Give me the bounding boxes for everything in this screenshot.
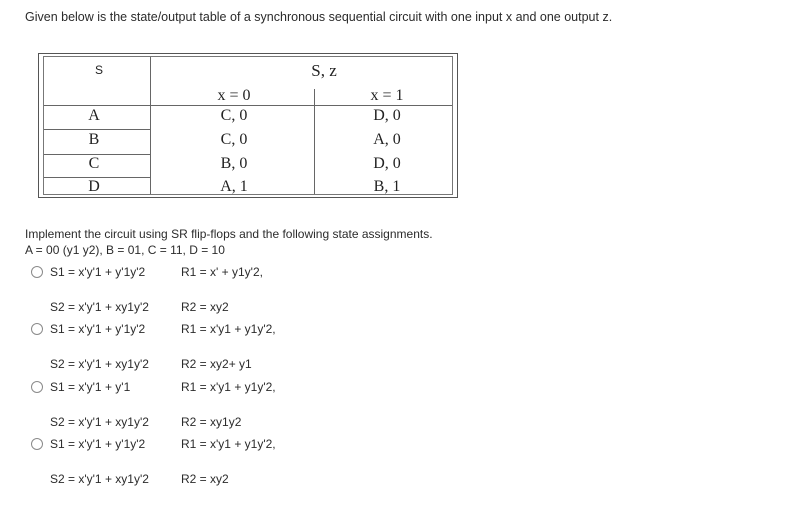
option-r2: R2 = xy1y2 xyxy=(181,415,242,429)
option-s2: S2 = x'y'1 + xy1y'2 xyxy=(50,415,149,429)
state-cell: D xyxy=(88,178,100,195)
option-s1: S1 = x'y'1 + y'1y'2 xyxy=(50,322,146,336)
state-output-table xyxy=(38,53,458,198)
next-state-x0: C, 0 xyxy=(220,107,248,124)
option-r2: R2 = xy2+ y1 xyxy=(181,357,252,371)
next-state-x1: A, 0 xyxy=(373,131,401,148)
state-cell: B xyxy=(88,131,100,148)
state-cell: A xyxy=(88,107,100,124)
next-state-x1: D, 0 xyxy=(373,155,401,172)
question-text: Given below is the state/output table of a synchronous sequential circuit with one input x and one output z. xyxy=(25,10,613,24)
option-r2: R2 = xy2 xyxy=(181,472,229,486)
header-state: S xyxy=(94,63,103,77)
option-r1: R1 = x'y1 + y1y'2, xyxy=(181,322,276,336)
radio-button[interactable] xyxy=(31,438,43,450)
table-col-divider xyxy=(150,57,151,194)
next-state-x1: D, 0 xyxy=(373,107,401,124)
option-s1: S1 = x'y'1 + y'1y'2 xyxy=(50,437,146,451)
next-state-x0: A, 1 xyxy=(220,178,248,195)
option-r1: R1 = x'y1 + y1y'2, xyxy=(181,437,276,451)
header-next-state-output: S, z xyxy=(311,61,337,80)
option-s1: S1 = x'y'1 + y'1 xyxy=(50,380,131,394)
table-row-divider xyxy=(44,105,452,106)
next-state-x0: B, 0 xyxy=(220,155,248,172)
option-s2: S2 = x'y'1 + xy1y'2 xyxy=(50,300,149,314)
next-state-x0: C, 0 xyxy=(220,131,248,148)
header-x1: x = 1 xyxy=(370,87,404,104)
header-x0: x = 0 xyxy=(217,87,251,104)
next-state-x1: B, 1 xyxy=(373,178,401,195)
instruction-text: Implement the circuit using SR flip-flops and the following state assignments. xyxy=(25,227,433,241)
table-row-divider xyxy=(44,129,150,130)
state-assignment-text: A = 00 (y1 y2), B = 01, C = 11, D = 10 xyxy=(25,243,225,257)
radio-button[interactable] xyxy=(31,381,43,393)
table-inner-border xyxy=(43,56,453,195)
option-r1: R1 = x'y1 + y1y'2, xyxy=(181,380,276,394)
option-r2: R2 = xy2 xyxy=(181,300,229,314)
option-s2: S2 = x'y'1 + xy1y'2 xyxy=(50,472,149,486)
radio-button[interactable] xyxy=(31,266,43,278)
option-r1: R1 = x' + y1y'2, xyxy=(181,265,263,279)
option-s2: S2 = x'y'1 + xy1y'2 xyxy=(50,357,149,371)
radio-button[interactable] xyxy=(31,323,43,335)
state-cell: C xyxy=(88,155,100,172)
option-s1: S1 = x'y'1 + y'1y'2 xyxy=(50,265,146,279)
